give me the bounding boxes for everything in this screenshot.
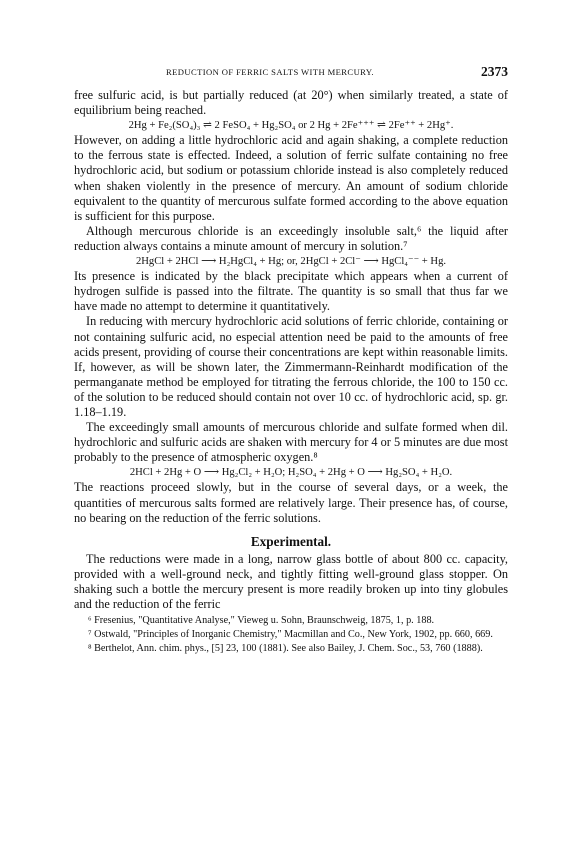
paragraph: The reductions were made in a long, narrow glass bottle of about 800 cc. capacity, provided with a well-ground neck, and tightly fitting well-ground glass stopper. On shaking such a bottle the mercury present is more readily broken up into tiny globules and the reduction of the ferric	[74, 551, 508, 612]
paragraph: Its presence is indicated by the black precipitate which appears when a current of hydrogen sulfide is passed into the filtrate. The quantity is so small that thus far we have made no attempt to determine it quantitatively.	[74, 269, 508, 314]
paragraph: However, on adding a little hydrochloric acid and again shaking, a complete reduction to the ferrous state is effected. Indeed, a solution of ferric sulfate containing no free hydrochloric acid, but sodium or potassium chloride instead is also completely reduced when shaken violently in the presence of mercury. An amount of sodium chloride equivalent to the quantity of mercurous sulfate formed according to the above equation is sufficient for this purpose.	[74, 133, 508, 223]
equation-oxygen: 2HCl + 2Hg + O ⟶ Hg₂Cl₂ + H₂O; H₂SO₄ + 2Hg + O ⟶ Hg₂SO₄ + H₂O.	[129, 467, 453, 479]
paragraph: The exceedingly small amounts of mercurous chloride and sulfate formed when dil. hydrochloric and sulfuric acids are shaken with mercury for 4 or 5 minutes are due most probably to the presence of atmospheric oxygen.⁸	[74, 420, 509, 465]
page-header	[74, 66, 508, 82]
article-body	[74, 88, 508, 656]
paragraph: In reducing with mercury hydrochloric acid solutions of ferric chloride, containing or not containing sulfuric acid, no especial attention need be paid to the amounts of free acids present, providing of course their concentrations are kept within reasonable limits. If, however, as will be shown later, the Zimmermann-Reinhardt modification of the permanganate method be employed for titrating the ferrous chloride, the 100 to 150 cc. of the solution to be reduced should contain not over 10 cc. of hydrochloric acid, sp. gr. 1.18–1.19.	[74, 314, 508, 419]
page-number: 2373	[481, 64, 508, 79]
footnote: ⁶ Fresenius, "Quantitative Analyse," Vieweg u. Sohn, Braunschweig, 1875, 1, p. 188.	[88, 615, 435, 627]
equation-mercury-chloride: 2HgCl + 2HCl ⟶ H₂HgCl₄ + Hg; or, 2HgCl + 2Cl⁻ ⟶ HgCl₄⁻⁻ + Hg.	[135, 256, 447, 268]
section-heading: Experimental.	[250, 533, 332, 549]
equation-equilibrium: 2Hg + Fe₂(SO₄)₃ ⇌ 2 FeSO₄ + Hg₂SO₄ or 2 Hg + 2Fe⁺⁺⁺ ⇌ 2Fe⁺⁺ + 2Hg⁺.	[128, 120, 454, 132]
paragraph: The reactions proceed slowly, but in the course of several days, or a week, the quantities of mercurous salts formed are relatively large. Their presence has, of course, no bearing on the reduction of the ferric solutions.	[74, 480, 508, 525]
footnotes	[74, 614, 508, 655]
footnote: ⁷ Ostwald, "Principles of Inorganic Chemistry," Macmillan and Co., New York, 1902, pp. 660, 669.	[88, 628, 493, 640]
paragraph: free sulfuric acid, is but partially reduced (at 20°) when similarly treated, a state of equilibrium being reached.	[74, 88, 508, 118]
paragraph: Although mercurous chloride is an exceedingly insoluble salt,⁶ the liquid after reduction always contains a minute amount of mercury in solution.⁷	[74, 223, 508, 253]
footnote: ⁸ Berthelot, Ann. chim. phys., [5] 23, 100 (1881). See also Bailey, J. Chem. Soc., 53, 760 (1888).	[88, 642, 483, 654]
running-head: REDUCTION OF FERRIC SALTS WITH MERCURY.	[166, 67, 374, 77]
